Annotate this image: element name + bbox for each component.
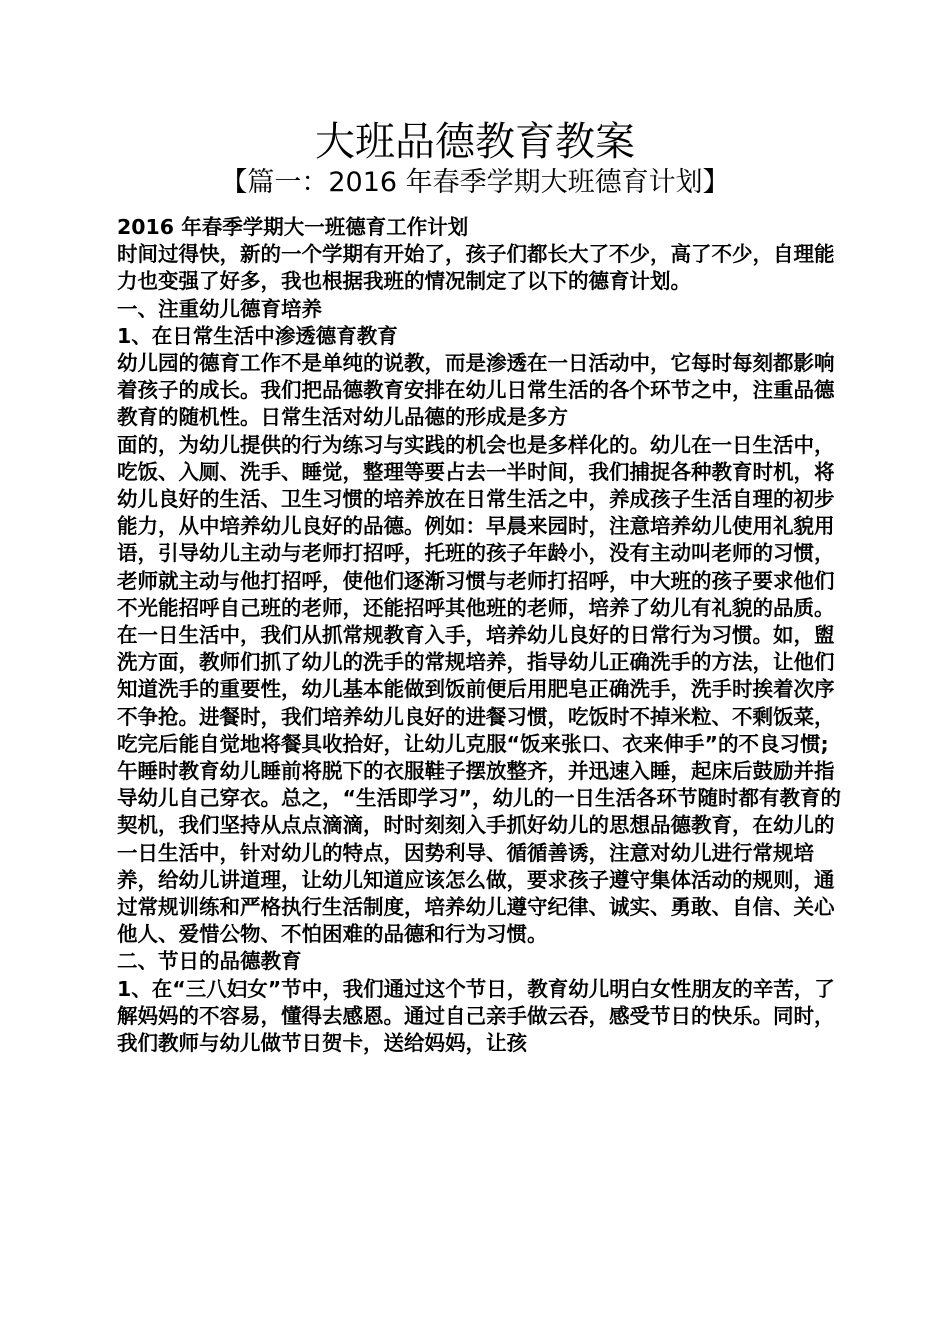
document-subtitle: 【篇一：2016 年春季学期大班德育计划】 — [220, 167, 730, 198]
intro-paragraph: 时间过得快，新的一个学期有开始了，孩子们都长大了不少，高了不少，自理能力也变强了好多，我也根据我班的情况制定了以下的德育计划。 — [117, 242, 835, 294]
document-body — [117, 214, 847, 1057]
body-paragraph: 面的，为幼儿提供的行为练习与实践的机会也是多样化的。幼儿在一日生活中，吃饭、入厕、洗手、睡觉，整理等要占去一半时间，我们捕捉各种教育时机，将幼儿良好的生活、卫生习惯的培养放在日常生活之中，养成孩子生活自理的初步能力，从中培养幼儿良好的品德。例如：早晨来园时，注意培养幼儿使用礼貌用语，引导幼儿主动与老师打招呼，托班的孩子年龄小，没有主动叫老师的习惯，老师就主动与他打招呼，使他们逐渐习惯与老师打招呼，中大班的孩子要求他们不光能招呼自己班的老师，还能招呼其他班的老师，培养了幼儿有礼貌的品质。在一日生活中，我们从抓常规教育入手，培养幼儿良好的日常行为习惯。如，盥洗方面，教师们抓了幼儿的洗手的常规培养，指导幼儿正确洗手的方法，让他们知道洗手的重要性，幼儿基本能做到饭前便后用肥皂正确洗手，洗手时挨着次序不争抢。进餐时，我们培养幼儿良好的进餐习惯，吃饭时不掉米粒、不剩饭菜，吃完后能自觉地将餐具收拾好，让幼儿克服“饭来张口、衣来伸手”的不良习惯;午睡时教育幼儿睡前将脱下的衣服鞋子摆放整齐，并迅速入睡，起床后鼓励并指导幼儿自己穿衣。总之，“生活即学习”，幼儿的一日生活各环节随时都有教育的契机，我们坚持从点点滴滴，时时刻刻入手抓好幼儿的思想品德教育，在幼儿的一日生活中，针对幼儿的特点，因势利导、循循善诱，注意对幼儿进行常规培养，给幼儿讲道理，让幼儿知道应该怎么做，要求孩子遵守集体活动的规则，通过常规训练和严格执行生活制度，培养幼儿遵守纪律、诚实、勇敢、自信、关心他人、爱惜公物、不怕困难的品德和行为习惯。 — [117, 432, 841, 947]
section-heading-1: 一、注重幼儿德育培养 — [117, 296, 322, 321]
body-paragraph: 幼儿园的德育工作不是单纯的说教，而是渗透在一日活动中，它每时每刻都影响着孩子的成长。我们把品德教育安排在幼儿日常生活的各个环节之中，注重品德教育的随机性。日常生活对幼儿品德的形成是多方 — [117, 351, 835, 430]
section-heading-2: 二、节日的品德教育 — [117, 949, 302, 974]
plan-heading: 2016 年春季学期大一班德育工作计划 — [117, 215, 469, 239]
document-title: 大班品德教育教案 — [315, 119, 635, 165]
body-paragraph: 1、在“三八妇女”节中，我们通过这个节日，教育幼儿明白女性朋友的辛苦，了解妈妈的不容易，懂得去感恩。通过自己亲手做云吞，感受节日的快乐。同时，我们教师与幼儿做节日贺卡，送给妈妈，让孩 — [117, 976, 835, 1056]
subsection-heading-1-1: 1、在日常生活中渗透德育教育 — [117, 323, 398, 348]
